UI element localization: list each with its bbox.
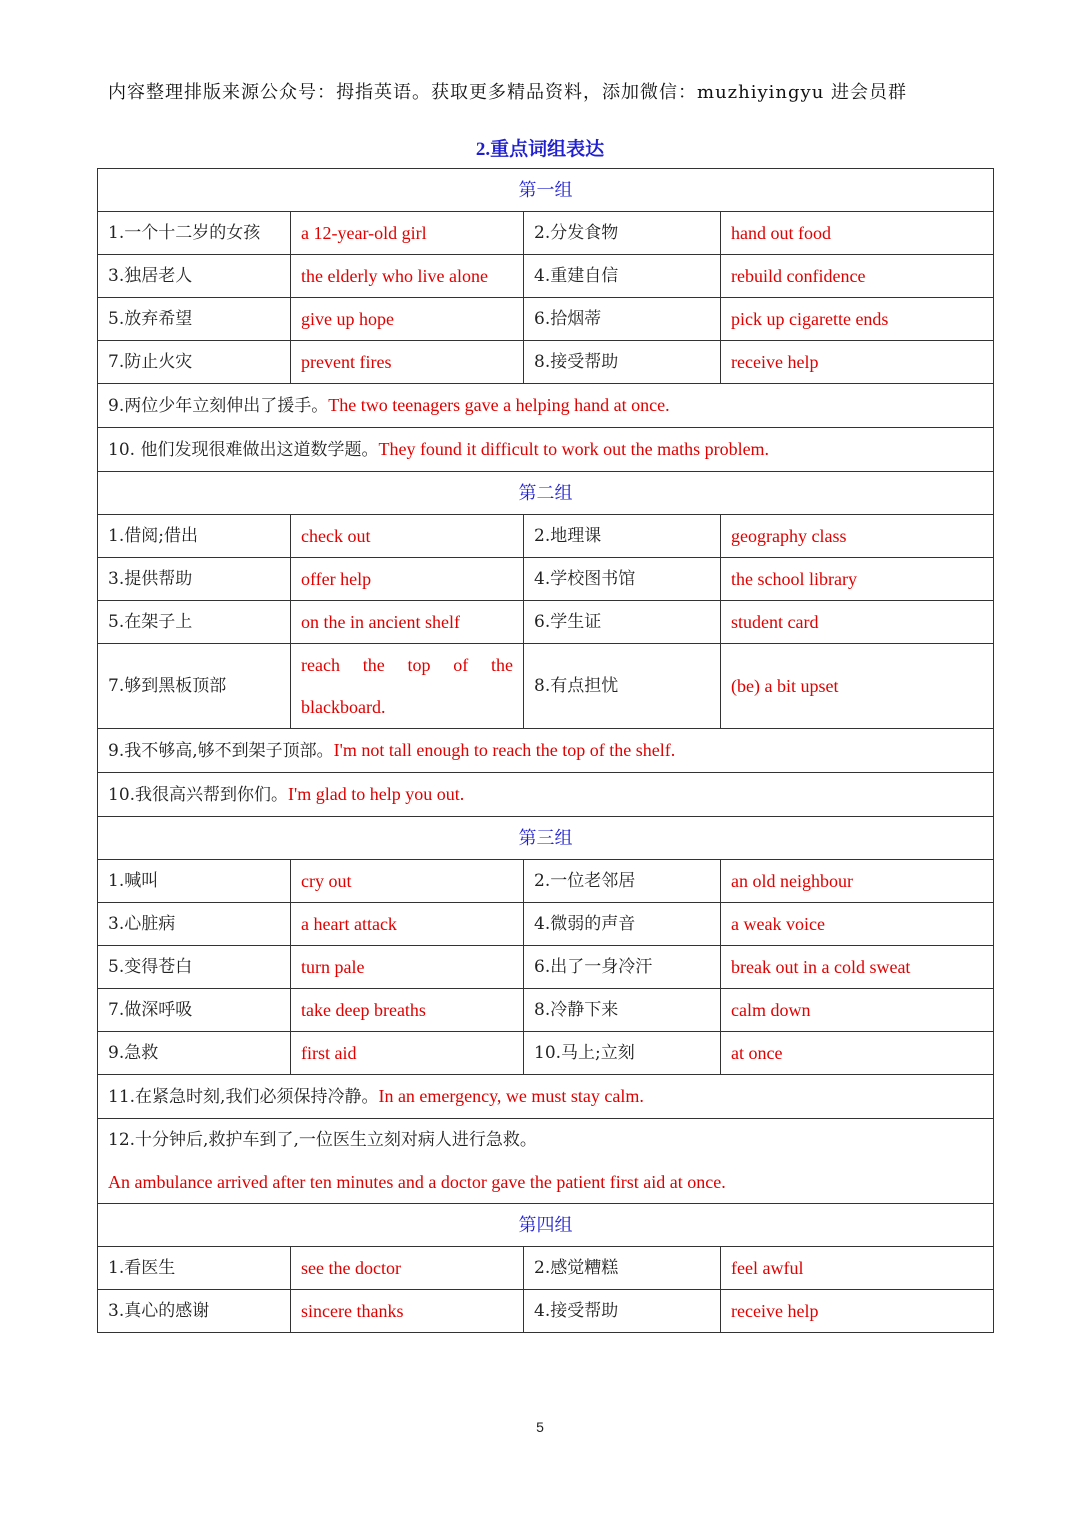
phrase-cn: 7.够到黑板顶部 — [98, 644, 291, 729]
phrase-cn: 3.心脏病 — [98, 903, 291, 946]
phrase-cn: 4.学校图书馆 — [524, 558, 721, 601]
phrase-en: an old neighbour — [721, 860, 994, 903]
sentence-row — [98, 773, 994, 817]
phrase-en: hand out food — [721, 212, 994, 255]
phrase-cn: 6.拾烟蒂 — [524, 298, 721, 341]
group-header-row — [98, 169, 994, 212]
phrase-en: a heart attack — [291, 903, 524, 946]
phrase-en: at once — [721, 1032, 994, 1075]
phrase-en: first aid — [291, 1032, 524, 1075]
phrase-en: student card — [721, 601, 994, 644]
phrase-en: take deep breaths — [291, 989, 524, 1032]
sentence-en: The two teenagers gave a helping hand at once. — [328, 395, 670, 415]
phrase-en: break out in a cold sweat — [721, 946, 994, 989]
phrase-cn: 1.借阅;借出 — [98, 515, 291, 558]
phrase-en: reach the top of the blackboard. — [291, 644, 524, 729]
phrase-en: see the doctor — [291, 1247, 524, 1290]
table-row — [98, 341, 994, 384]
group-header-row — [98, 817, 994, 860]
table-row — [98, 903, 994, 946]
phrase-en: a 12-year-old girl — [291, 212, 524, 255]
phrase-en: a weak voice — [721, 903, 994, 946]
group-header-row — [98, 1204, 994, 1247]
phrase-en: geography class — [721, 515, 994, 558]
sentence-cn: 10.我很高兴帮到你们。 — [108, 785, 289, 805]
phrase-en: feel awful — [721, 1247, 994, 1290]
table-row — [98, 989, 994, 1032]
table-row — [98, 1247, 994, 1290]
phrase-cn: 8.接受帮助 — [524, 341, 721, 384]
sentence-cell — [98, 384, 994, 428]
phrase-cn: 9.急救 — [98, 1032, 291, 1075]
phrase-cn: 1.看医生 — [98, 1247, 291, 1290]
phrase-en: receive help — [721, 341, 994, 384]
phrase-cn: 1.喊叫 — [98, 860, 291, 903]
sentence-row — [98, 428, 994, 472]
group-title: 第四组 — [98, 1204, 994, 1247]
phrase-cn: 7.防止火灾 — [98, 341, 291, 384]
phrase-cn: 1.一个十二岁的女孩 — [98, 212, 291, 255]
phrase-cn: 10.马上;立刻 — [524, 1032, 721, 1075]
phrase-en: receive help — [721, 1290, 994, 1333]
phrase-cn: 3.真心的感谢 — [98, 1290, 291, 1333]
phrase-cn: 6.出了一身冷汗 — [524, 946, 721, 989]
page-number: 5 — [536, 1419, 544, 1435]
phrase-en: the elderly who live alone — [291, 255, 524, 298]
sentence-row — [98, 384, 994, 428]
phrase-en: turn pale — [291, 946, 524, 989]
phrase-cn: 5.放弃希望 — [98, 298, 291, 341]
phrase-en: pick up cigarette ends — [721, 298, 994, 341]
sentence-en: An ambulance arrived after ten minutes and a doctor gave the patient first aid at once. — [108, 1172, 726, 1192]
group-title: 第一组 — [98, 169, 994, 212]
sentence-cell — [98, 428, 994, 472]
phrase-en: the school library — [721, 558, 994, 601]
sentence-cn: 9.两位少年立刻伸出了援手。 — [108, 396, 329, 416]
table-row — [98, 255, 994, 298]
phrase-en: rebuild confidence — [721, 255, 994, 298]
phrase-cn: 4.重建自信 — [524, 255, 721, 298]
sentence-row — [98, 729, 994, 773]
table-row — [98, 946, 994, 989]
sentence-cell — [98, 1075, 994, 1119]
phrase-en: calm down — [721, 989, 994, 1032]
table-row — [98, 1032, 994, 1075]
table-row — [98, 1290, 994, 1333]
phrase-cn: 2.一位老邻居 — [524, 860, 721, 903]
phrase-cn: 2.地理课 — [524, 515, 721, 558]
phrase-cn: 5.在架子上 — [98, 601, 291, 644]
table-row — [98, 558, 994, 601]
table-row — [98, 515, 994, 558]
phrase-cn: 6.学生证 — [524, 601, 721, 644]
group-header-row — [98, 472, 994, 515]
phrase-cn: 3.独居老人 — [98, 255, 291, 298]
phrase-cn: 8.冷静下来 — [524, 989, 721, 1032]
phrase-en: sincere thanks — [291, 1290, 524, 1333]
phrase-cn: 2.分发食物 — [524, 212, 721, 255]
section-title: 2.重点词组表达 — [475, 139, 605, 160]
phrase-cn: 8.有点担忧 — [524, 644, 721, 729]
phrase-en: on the in ancient shelf — [291, 601, 524, 644]
table-row — [98, 860, 994, 903]
table-row — [98, 644, 994, 729]
sentence-cell — [98, 1119, 994, 1204]
sentence-cell — [98, 729, 994, 773]
sentence-en: I'm not tall enough to reach the top of the shelf. — [333, 740, 676, 760]
sentence-cn: 12.十分钟后,救护车到了,一位医生立刻对病人进行急救。 — [108, 1130, 537, 1150]
phrase-cn: 7.做深呼吸 — [98, 989, 291, 1032]
phrase-en: prevent fires — [291, 341, 524, 384]
sentence-cn: 10. 他们发现很难做出这道数学题。 — [108, 440, 379, 460]
sentence-en: I'm glad to help you out. — [288, 784, 465, 804]
group-title: 第二组 — [98, 472, 994, 515]
phrase-en: offer help — [291, 558, 524, 601]
page-header: 内容整理排版来源公众号：拇指英语。获取更多精品资料，添加微信：muzhiyingyu 进会员群 — [108, 82, 908, 103]
sentence-row — [98, 1119, 994, 1204]
phrase-en: cry out — [291, 860, 524, 903]
table-row — [98, 212, 994, 255]
sentence-cell — [98, 773, 994, 817]
phrase-cn: 2.感觉糟糕 — [524, 1247, 721, 1290]
table-row — [98, 298, 994, 341]
sentence-row — [98, 1075, 994, 1119]
group-title: 第三组 — [98, 817, 994, 860]
table-row — [98, 601, 994, 644]
sentence-en: In an emergency, we must stay calm. — [378, 1086, 644, 1106]
phrase-cn: 4.接受帮助 — [524, 1290, 721, 1333]
sentence-cn: 9.我不够高,够不到架子顶部。 — [108, 741, 334, 761]
vocab-table — [97, 168, 994, 1333]
phrase-en: give up hope — [291, 298, 524, 341]
sentence-cn: 11.在紧急时刻,我们必须保持冷静。 — [108, 1087, 379, 1107]
phrase-cn: 5.变得苍白 — [98, 946, 291, 989]
phrase-en: check out — [291, 515, 524, 558]
phrase-cn: 4.微弱的声音 — [524, 903, 721, 946]
phrase-en: (be) a bit upset — [721, 644, 994, 729]
sentence-en: They found it difficult to work out the maths problem. — [378, 439, 770, 459]
phrase-cn: 3.提供帮助 — [98, 558, 291, 601]
